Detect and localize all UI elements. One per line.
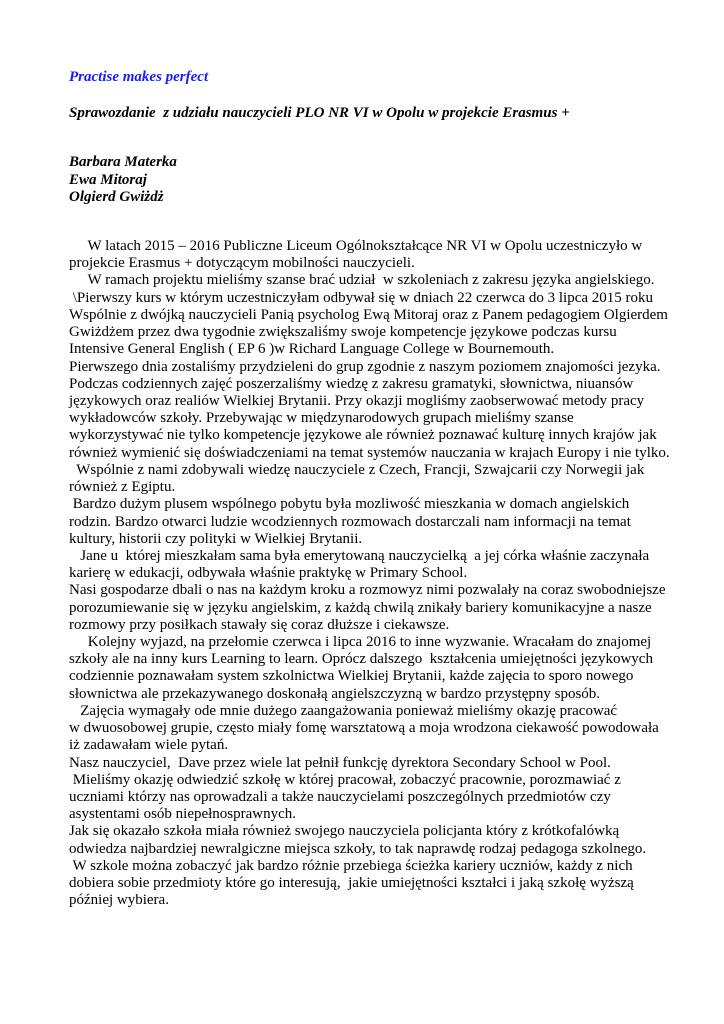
body-text-line: Gwiżdżem przez dwa tygodnie zwiększaliśmy swoje kompetencje językowe podczas kursu bbox=[69, 324, 617, 341]
body-text-line: rozmowy przy posiłkach stawały się coraz dłuższe i ciekawsze. bbox=[69, 616, 450, 633]
body-text-line: W ramach projektu mieliśmy szanse brać udział w szkoleniach z zakresu języka angielskiego. bbox=[69, 272, 655, 289]
document-title: Practise makes perfect bbox=[69, 69, 209, 85]
body-text-line: wykorzystywać nie tylko kompetencje językowe ale również poznawać kulturę innych krajów jak bbox=[69, 427, 657, 444]
body-text-line: W latach 2015 – 2016 Publiczne Liceum Ogólnokształcące NR VI w Opolu uczestniczyło w bbox=[69, 238, 643, 254]
body-text-line: projekcie Erasmus + dotyczącym mobilności nauczycieli. bbox=[69, 255, 415, 272]
body-text-line: później wybiera. bbox=[69, 892, 169, 909]
body-text-line: karierę w edukacji, odbywała właśnie praktykę w Primary School. bbox=[69, 565, 468, 582]
author-name: Olgierd Gwiżdż bbox=[69, 189, 164, 205]
body-text-line: Kolejny wyjazd, na przełomie czerwca i lipca 2016 to inne wyzwanie. Wracałam do znajomej bbox=[69, 634, 652, 651]
body-text-line: Jane u której mieszkałam sama była emerytowaną nauczycielką a jej córka właśnie zaczynała bbox=[69, 547, 650, 564]
body-text-line: wykładowców szkoły. Przebywając w międzynarodowych grupach mieliśmy szanse bbox=[69, 410, 574, 427]
body-text-line: w dwuosobowej grupie, często miały fomę warsztatową a moja wrodzona ciekawość powodowała bbox=[69, 720, 659, 737]
body-text-line: Zajęcia wymagały ode mnie dużego zaangażowania ponieważ mieliśmy okazję pracować bbox=[69, 702, 618, 719]
author-name: Ewa Mitoraj bbox=[69, 171, 147, 188]
body-text-line: językowych oraz realiów Wielkiej Brytanii. Przy okazji mogliśmy zaobserwować metody pracy bbox=[69, 392, 645, 409]
body-text-line: porozumiewanie się w języku angielskim, z każdą chwilą znikały bariery komunikacyjne a nasze bbox=[69, 599, 652, 616]
body-text-line: odwiedza najbardziej newralgiczne miejsca szkoły, to tak naprawdę rodzaj pedagoga szkolnego. bbox=[69, 840, 647, 857]
document-body bbox=[69, 238, 670, 910]
body-text-line: Nasi gospodarze dbali o nas na każdym kroku a rozmowyz nimi pozwalały na coraz swobodniejsze bbox=[69, 582, 666, 599]
body-text-line: asystentami osób niepełnosprawnych. bbox=[69, 806, 297, 823]
body-text-line: Wspólnie z dwójką nauczycieli Panią psycholog Ewą Mitoraj oraz z Panem pedagogiem Olgierdem bbox=[69, 306, 668, 323]
body-text-line: słownictwa ale przekazywanego doskonałą angielszczyzną w bardzo przystępny sposób. bbox=[69, 685, 601, 702]
body-text-line: szkoły ale na inny kurs Learning to learn. Oprócz dalszego kształcenia umiejętności językowych bbox=[69, 651, 653, 668]
author-name: Barbara Materka bbox=[69, 154, 177, 170]
body-text-line: Mieliśmy okazję odwiedzić szkołę w której pracował, zobaczyć pracownie, porozmawiać z bbox=[69, 771, 621, 788]
body-text-line: \Pierwszy kurs w którym uczestniczyłam odbywał się w dniach 22 czerwca do 3 lipca 2015 roku bbox=[69, 289, 654, 306]
body-text-line: Intensive General English ( EP 6 )w Richard Language College w Bournemouth. bbox=[69, 341, 555, 358]
body-text-line: iż zadawałam wiele pytań. bbox=[69, 737, 229, 754]
document-subtitle: Sprawozdanie z udziału nauczycieli PLO NR VI w Opolu w projekcie Erasmus + bbox=[69, 105, 570, 121]
body-text-line: Jak się okazało szkoła miała również swojego nauczyciela policjanta który z krótkofalówką bbox=[69, 823, 620, 840]
author-list bbox=[69, 154, 177, 207]
body-text-line: Wspólnie z nami zdobywali wiedzę nauczyciele z Czech, Francji, Szwajcarii czy Norwegii jak bbox=[69, 461, 645, 478]
body-text-line: Bardzo dużym plusem wspólnego pobytu była mozliwość mieszkania w domach angielskich bbox=[69, 496, 630, 513]
body-text-line: Pierwszego dnia zostaliśmy przydzieleni do grup zgodnie z naszym poziomem znajomości jezyka. bbox=[69, 358, 661, 375]
body-text-line: Nasz nauczyciel, Dave przez wiele lat pełnił funkcję dyrektora Secondary School w Pool. bbox=[69, 754, 611, 771]
body-text-line: również wymienić się doświadczeniami na temat systemów nauczania w krajach Europy i nie tylko. bbox=[69, 444, 670, 461]
body-text-line: W szkole można zobaczyć jak bardzo różnie przebiega ścieżka kariery uczniów, każdy z nich bbox=[69, 857, 633, 874]
body-text-line: również z Egiptu. bbox=[69, 479, 176, 496]
body-text-line: rodzin. Bardzo otwarci ludzie wcodziennych rozmowach dostarczali nam informacji na temat bbox=[69, 513, 631, 530]
body-text-line: codziennie poznawałam system szkolnictwa Wielkiej Brytanii, każde zajęcia to sporo nowego bbox=[69, 668, 634, 685]
body-text-line: dobiera sobie przedmioty które go interesują, jakie umiejętności kształci i jaką szkołę wyższą bbox=[69, 875, 634, 892]
body-text-line: Podczas codziennych zajęć poszerzaliśmy wiedzę z zakresu gramatyki, słownictwa, niuansów bbox=[69, 375, 634, 392]
body-text-line: uczniami którzy nas oprowadzali a także nauczycielami poszczególnych przedmiotów czy bbox=[69, 789, 611, 805]
body-text-line: kultury, historii czy polityki w Wielkiej Brytanii. bbox=[69, 530, 363, 547]
